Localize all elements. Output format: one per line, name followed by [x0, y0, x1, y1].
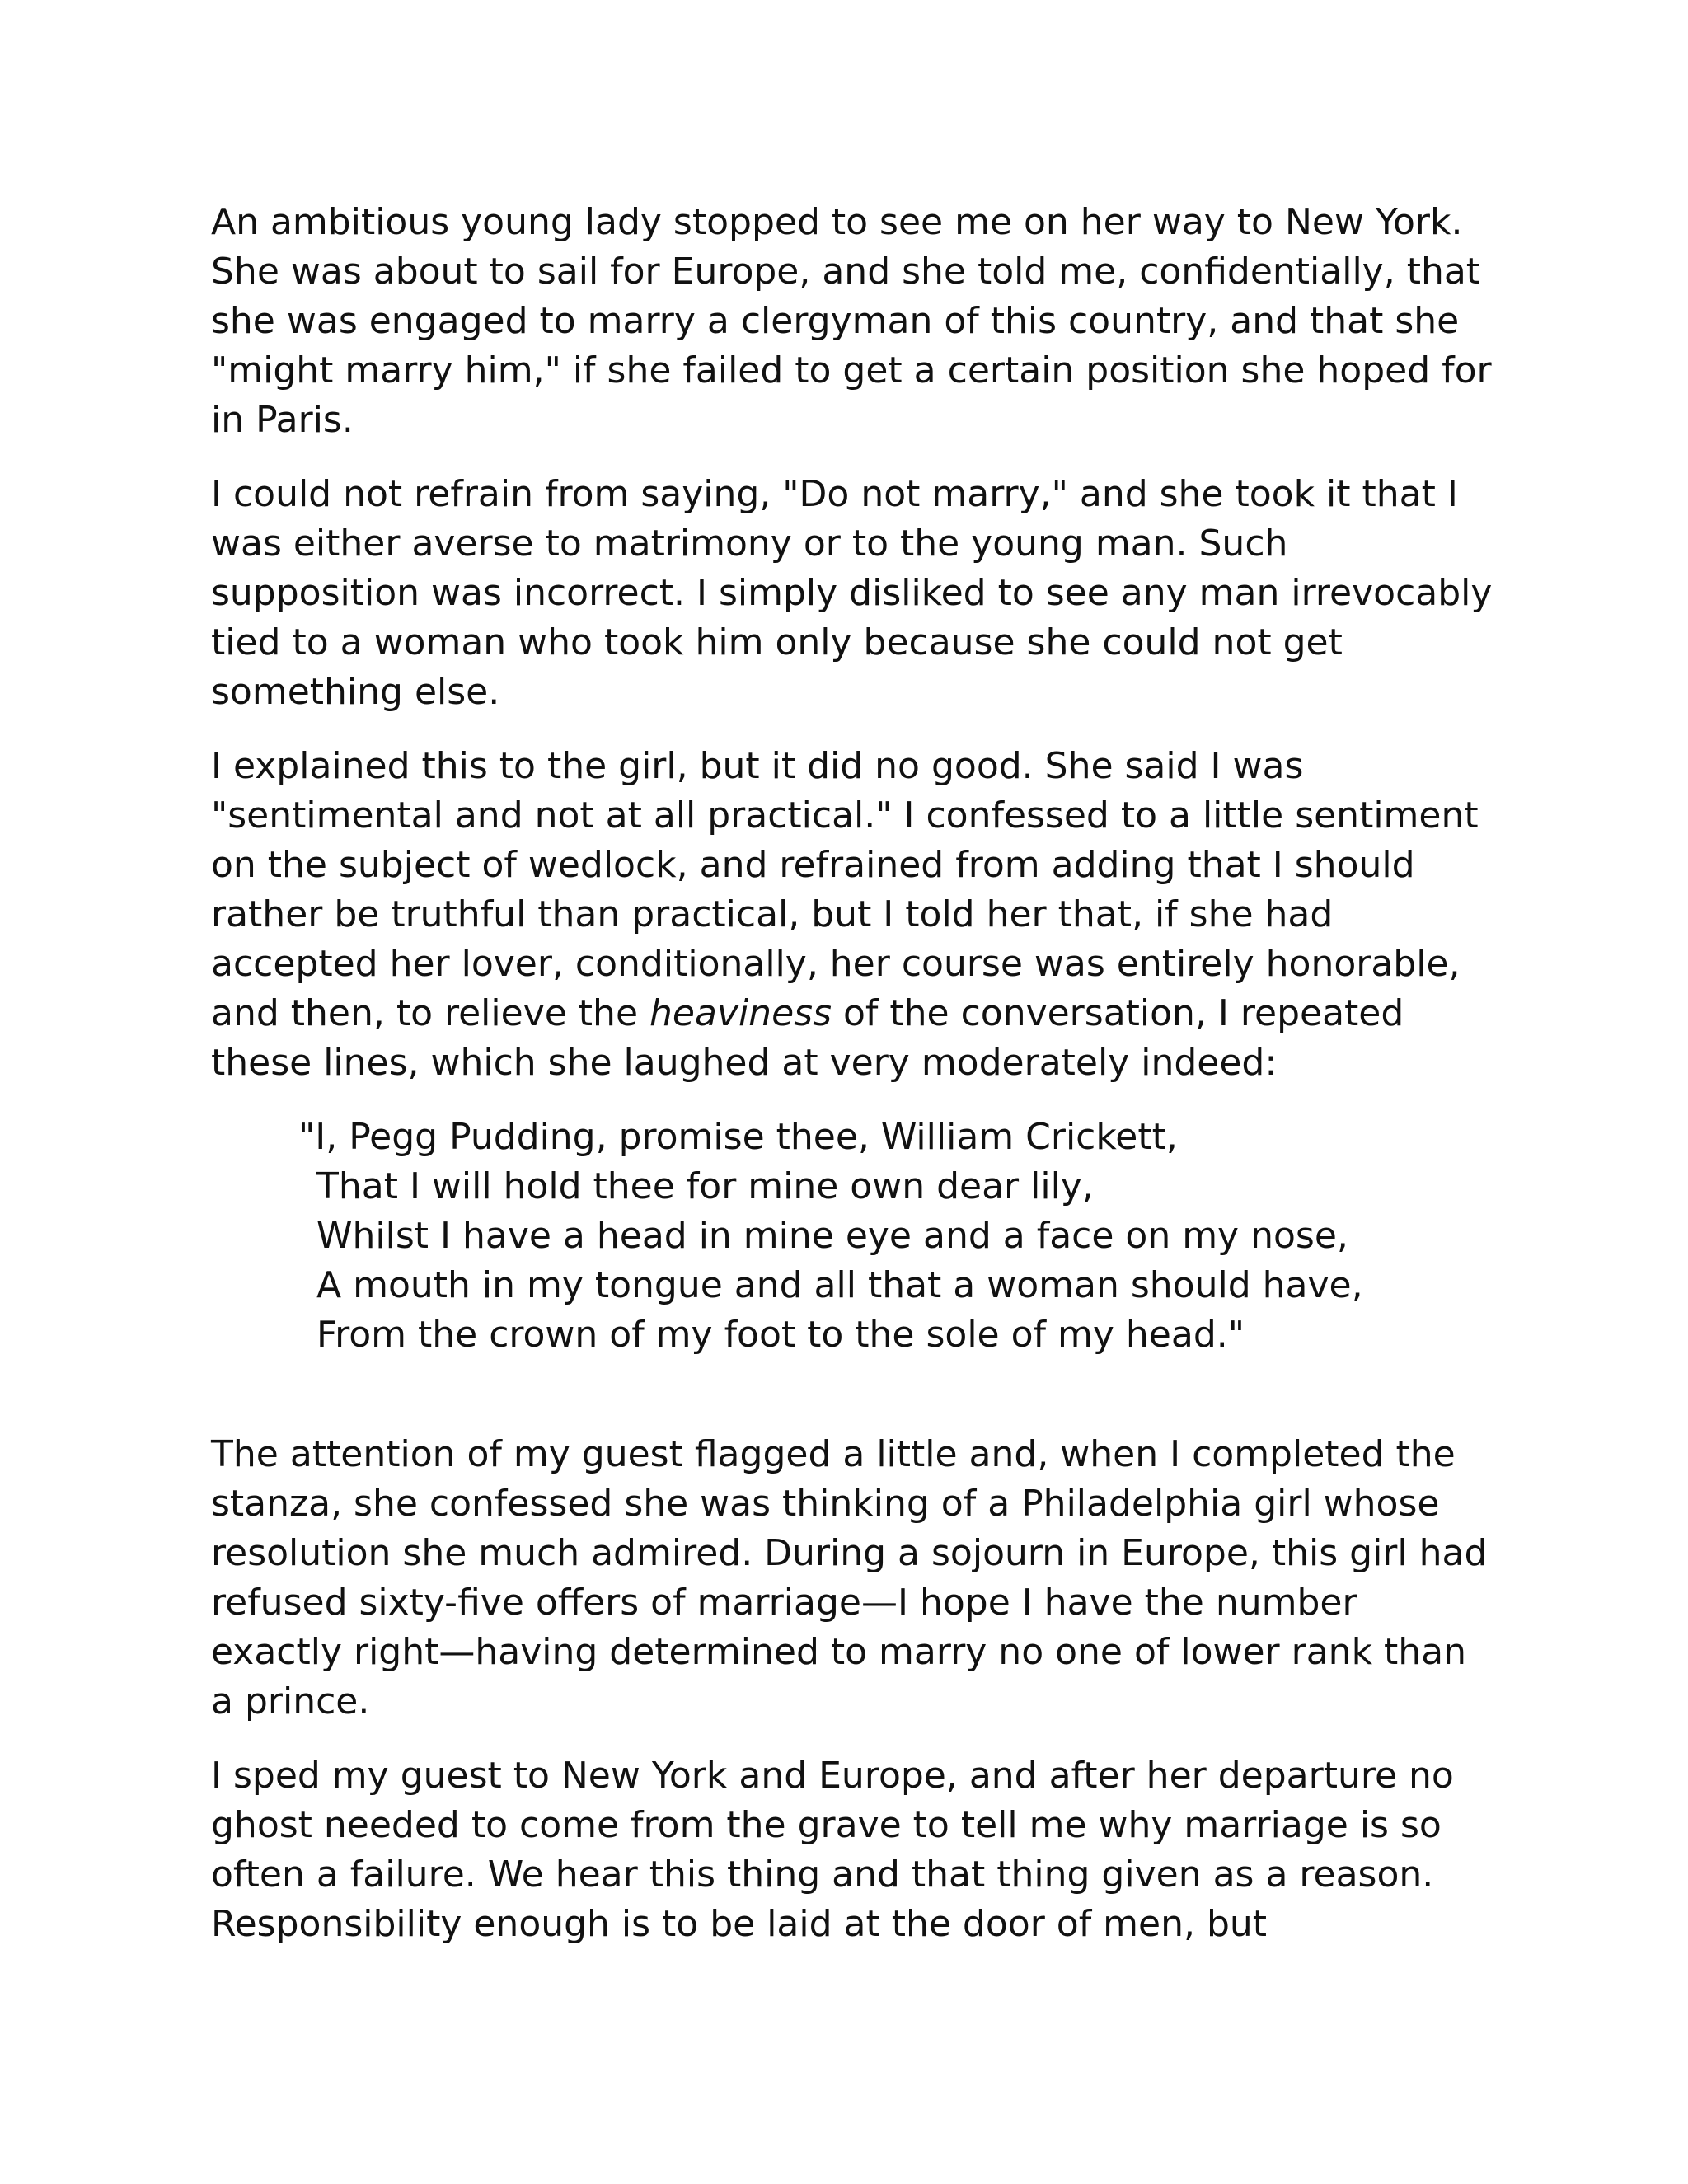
- paragraph-5: I sped my guest to New York and Europe, and after her departure no ghost needed to come from the grave to tell me why marriage is so often a failure. We hear this thing and that thing given as a reason. Responsibility enough is to be laid at the door of men, but: [211, 1755, 1454, 1945]
- verse-spacer: [211, 1360, 1497, 1430]
- emphasis-heaviness: heaviness: [649, 992, 832, 1034]
- document-body: [211, 198, 1497, 1974]
- paragraph-4: The attention of my guest flagged a little and, when I completed the stanza, she confessed she was thinking of a Philadelphia girl whose resolution she much admired. During a sojourn in Europe, this girl had refused sixty-five offers of marriage—I hope I have the number exactly right—having determined to marry no one of lower rank than a prince.: [211, 1433, 1488, 1722]
- paragraph-3-text-after: of the conversation, I repeated these lines, which she laughed at very moderately indeed:: [211, 992, 1404, 1084]
- paragraph-1: An ambitious young lady stopped to see me on her way to New York. She was about to sail for Europe, and she told me, confidentially, that she was engaged to marry a clergyman of this country, and that she "might marry him," if she failed to get a certain position she hoped for in Paris.: [211, 201, 1492, 441]
- verse-block: [211, 1113, 1497, 1360]
- paragraph-3: [211, 742, 1497, 1088]
- verse-line-5: From the crown of my foot to the sole of my head.": [316, 1314, 1245, 1356]
- verse-line-2: That I will hold thee for mine own dear lily,: [316, 1165, 1094, 1207]
- paragraph-3-text-before: I explained this to the girl, but it did no good. She said I was "sentimental and not at all practical." I confessed to a little sentiment on the subject of wedlock, and refrained from adding that I should rather be truthful than practical, but I told her that, if she had accepted her lover, conditionally, her course was entirely honorable, and then, to relieve the: [211, 745, 1479, 1034]
- verse-line-4: A mouth in my tongue and all that a woman should have,: [316, 1264, 1363, 1306]
- verse-line-1: "I, Pegg Pudding, promise thee, William Crickett,: [298, 1116, 1178, 1158]
- paragraph-2: I could not refrain from saying, "Do not marry," and she took it that I was either averse to matrimony or to the young man. Such supposition was incorrect. I simply disliked to see any man irrevocably tied to a woman who took him only because she could not get something else.: [211, 473, 1493, 713]
- verse-line-3: Whilst I have a head in mine eye and a face on my nose,: [316, 1215, 1348, 1257]
